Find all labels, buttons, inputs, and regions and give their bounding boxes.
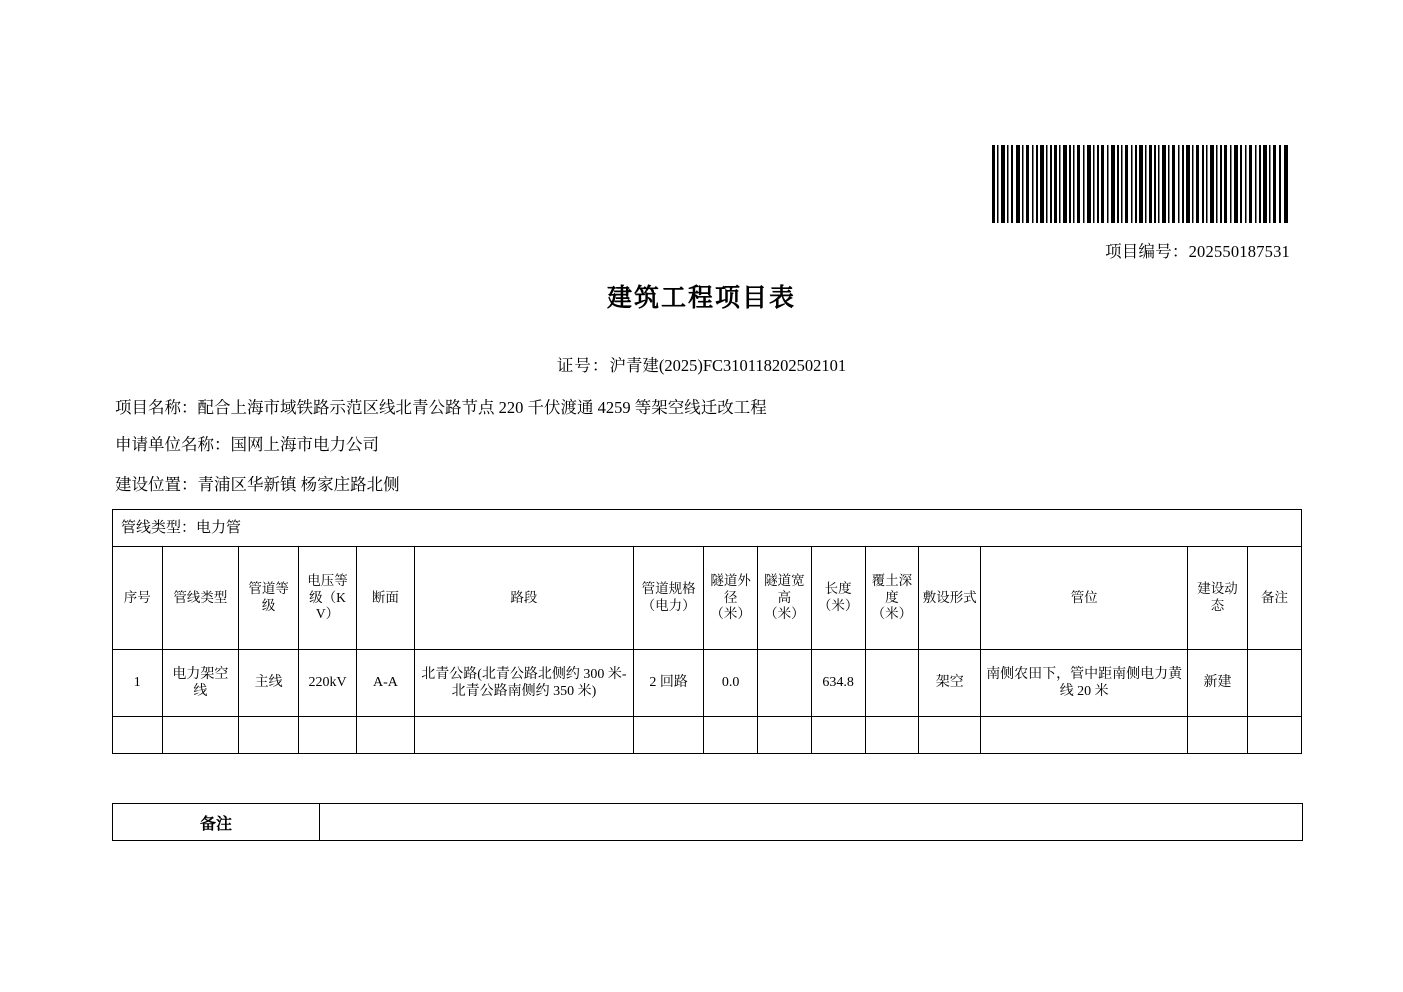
header-voltage: 电压等级（KV）	[299, 547, 357, 650]
field-project-name-label: 项目名称：	[115, 398, 198, 417]
header-spec: 管道规格（电力）	[634, 547, 704, 650]
remark-table	[112, 803, 1303, 841]
header-build-status: 建设动态	[1188, 547, 1248, 650]
project-number-value: 202550187531	[1188, 242, 1290, 261]
cell-seq: 1	[113, 650, 163, 717]
cell-build-status	[1188, 717, 1248, 754]
header-length: 长度（米）	[811, 547, 865, 650]
barcode	[990, 145, 1290, 223]
cell-length: 634.8	[811, 650, 865, 717]
cell-pipe-grade: 主线	[239, 650, 299, 717]
header-road: 路段	[414, 547, 633, 650]
cell-tunnel-width-height	[758, 717, 812, 754]
cell-spec	[634, 717, 704, 754]
pipe-type-row	[113, 510, 1302, 547]
cell-tunnel-width-height	[758, 650, 812, 717]
remark-row	[113, 804, 1303, 841]
cell-cover-depth	[865, 717, 919, 754]
cell-cover-depth	[865, 650, 919, 717]
cell-position	[981, 717, 1188, 754]
cell-build-status: 新建	[1188, 650, 1248, 717]
header-pipe-type: 管线类型	[162, 547, 239, 650]
table-header-row	[113, 547, 1302, 650]
field-location	[115, 471, 400, 495]
field-project-name	[115, 394, 767, 418]
cell-pipe-type	[162, 717, 239, 754]
header-remark: 备注	[1248, 547, 1302, 650]
project-number	[1105, 238, 1290, 262]
barcode-image	[990, 145, 1290, 223]
field-location-label: 建设位置：	[115, 475, 198, 494]
table-row	[113, 717, 1302, 754]
table-row	[113, 650, 1302, 717]
field-applicant-label: 申请单位名称：	[115, 435, 231, 454]
header-tunnel-diameter: 隧道外径（米）	[704, 547, 758, 650]
field-location-value: 青浦区华新镇 杨家庄路北侧	[197, 475, 400, 494]
cell-section: A-A	[356, 650, 414, 717]
header-tunnel-width-height: 隧道宽高（米）	[758, 547, 812, 650]
cell-pipe-grade	[239, 717, 299, 754]
header-section: 断面	[356, 547, 414, 650]
certificate-label: 证号：	[556, 356, 610, 375]
pipeline-table	[112, 509, 1302, 754]
header-cover-depth: 覆土深度（米）	[865, 547, 919, 650]
header-pipe-grade: 管道等级	[239, 547, 299, 650]
cell-position: 南侧农田下，管中距南侧电力黄线 20 米	[981, 650, 1188, 717]
cell-lay-form	[919, 717, 981, 754]
cell-pipe-type: 电力架空线	[162, 650, 239, 717]
remark-label: 备注	[113, 804, 320, 841]
header-seq: 序号	[113, 547, 163, 650]
field-applicant	[115, 431, 379, 455]
cell-tunnel-diameter	[704, 717, 758, 754]
cell-tunnel-diameter: 0.0	[704, 650, 758, 717]
cell-length	[811, 717, 865, 754]
cell-seq	[113, 717, 163, 754]
cell-remark	[1248, 650, 1302, 717]
page-title: 建筑工程项目表	[606, 284, 796, 312]
cell-lay-form: 架空	[919, 650, 981, 717]
certificate-value: 沪青建(2025)FC310118202502101	[609, 356, 847, 375]
field-project-name-value: 配合上海市域铁路示范区线北青公路节点 220 千伏渡通 4259 等架空线迁改工程	[197, 398, 767, 417]
cell-remark	[1248, 717, 1302, 754]
remark-value	[320, 804, 1303, 841]
field-applicant-value: 国网上海市电力公司	[230, 435, 379, 454]
certificate-line	[0, 352, 1403, 376]
cell-road: 北青公路(北青公路北侧约 300 米-北青公路南侧约 350 米)	[414, 650, 633, 717]
project-number-label: 项目编号：	[1105, 242, 1189, 261]
header-position: 管位	[981, 547, 1188, 650]
cell-section	[356, 717, 414, 754]
cell-spec: 2 回路	[634, 650, 704, 717]
cell-voltage: 220kV	[299, 650, 357, 717]
header-lay-form: 敷设形式	[919, 547, 981, 650]
cell-road	[414, 717, 633, 754]
pipe-type-cell: 管线类型：电力管	[113, 510, 1302, 547]
cell-voltage	[299, 717, 357, 754]
